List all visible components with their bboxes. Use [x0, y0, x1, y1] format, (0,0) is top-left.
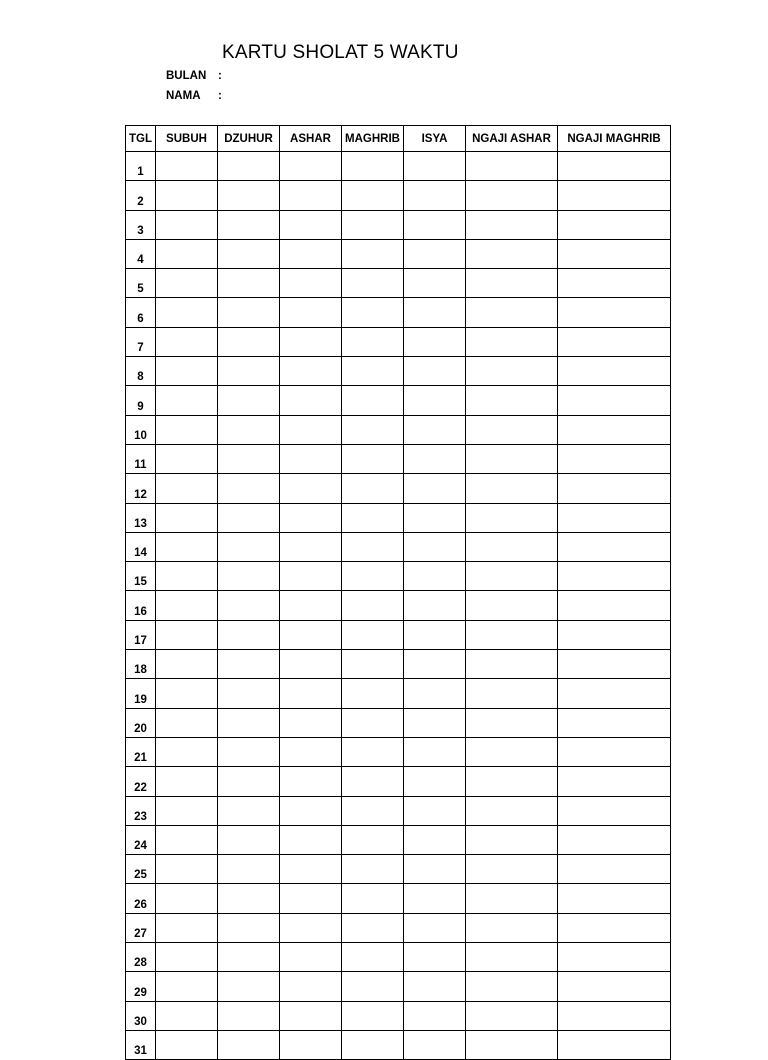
record-cell — [466, 972, 558, 1001]
record-cell — [156, 152, 218, 181]
record-cell — [218, 298, 280, 327]
record-cell — [466, 1001, 558, 1030]
record-cell — [466, 181, 558, 210]
record-cell — [156, 825, 218, 854]
bulan-field — [166, 70, 222, 82]
record-cell — [466, 444, 558, 473]
date-cell: 7 — [126, 327, 156, 356]
record-cell — [466, 679, 558, 708]
table-row — [126, 855, 671, 884]
prayer-record-table — [125, 125, 671, 1060]
date-cell: 2 — [126, 181, 156, 210]
record-cell — [218, 210, 280, 239]
record-cell — [558, 386, 671, 415]
record-cell — [466, 620, 558, 649]
record-cell — [404, 620, 466, 649]
date-cell: 26 — [126, 884, 156, 913]
record-cell — [280, 737, 342, 766]
table-header — [126, 126, 671, 152]
record-cell — [156, 474, 218, 503]
date-cell: 24 — [126, 825, 156, 854]
record-cell — [218, 650, 280, 679]
table-row — [126, 239, 671, 268]
record-cell — [342, 884, 404, 913]
date-cell: 5 — [126, 269, 156, 298]
record-cell — [404, 532, 466, 561]
record-cell — [156, 210, 218, 239]
record-cell — [466, 855, 558, 884]
record-cell — [156, 327, 218, 356]
table-row — [126, 620, 671, 649]
table-row — [126, 650, 671, 679]
record-cell — [558, 562, 671, 591]
record-cell — [466, 532, 558, 561]
record-cell — [558, 181, 671, 210]
record-cell — [156, 269, 218, 298]
bulan-label: BULAN — [166, 70, 207, 82]
record-cell — [558, 444, 671, 473]
record-cell — [156, 708, 218, 737]
record-cell — [342, 298, 404, 327]
record-cell — [218, 357, 280, 386]
record-cell — [156, 913, 218, 942]
record-cell — [280, 913, 342, 942]
record-cell — [404, 386, 466, 415]
record-cell — [156, 415, 218, 444]
record-cell — [218, 181, 280, 210]
record-cell — [218, 767, 280, 796]
record-cell — [218, 562, 280, 591]
record-cell — [218, 503, 280, 532]
date-cell: 15 — [126, 562, 156, 591]
table-row — [126, 181, 671, 210]
record-cell — [558, 298, 671, 327]
record-cell — [466, 767, 558, 796]
table-row — [126, 591, 671, 620]
record-cell — [218, 796, 280, 825]
record-cell — [156, 972, 218, 1001]
record-cell — [156, 298, 218, 327]
date-cell: 3 — [126, 210, 156, 239]
record-cell — [280, 210, 342, 239]
date-cell: 27 — [126, 913, 156, 942]
record-cell — [218, 269, 280, 298]
record-cell — [280, 708, 342, 737]
record-cell — [466, 357, 558, 386]
record-cell — [342, 650, 404, 679]
date-cell: 8 — [126, 357, 156, 386]
record-cell — [156, 503, 218, 532]
table-row — [126, 298, 671, 327]
record-cell — [280, 269, 342, 298]
record-cell — [404, 913, 466, 942]
record-cell — [342, 913, 404, 942]
record-cell — [156, 679, 218, 708]
record-cell — [156, 181, 218, 210]
record-cell — [466, 327, 558, 356]
record-cell — [156, 767, 218, 796]
record-cell — [466, 708, 558, 737]
record-cell — [342, 855, 404, 884]
date-cell: 30 — [126, 1001, 156, 1030]
date-cell: 29 — [126, 972, 156, 1001]
record-cell — [342, 1001, 404, 1030]
table-row — [126, 972, 671, 1001]
date-cell: 20 — [126, 708, 156, 737]
record-cell — [558, 943, 671, 972]
record-cell — [404, 415, 466, 444]
record-cell — [280, 855, 342, 884]
table-row — [126, 444, 671, 473]
record-cell — [342, 767, 404, 796]
record-cell — [558, 884, 671, 913]
date-cell: 21 — [126, 737, 156, 766]
record-cell — [156, 239, 218, 268]
column-header: TGL — [126, 126, 156, 152]
nama-label: NAMA — [166, 90, 201, 102]
record-cell — [342, 679, 404, 708]
date-cell: 16 — [126, 591, 156, 620]
record-cell — [218, 474, 280, 503]
record-cell — [558, 415, 671, 444]
record-cell — [342, 591, 404, 620]
date-cell: 25 — [126, 855, 156, 884]
date-cell: 4 — [126, 239, 156, 268]
record-cell — [156, 357, 218, 386]
table-row — [126, 210, 671, 239]
record-cell — [404, 796, 466, 825]
record-cell — [404, 708, 466, 737]
table-row — [126, 708, 671, 737]
record-cell — [156, 444, 218, 473]
record-cell — [342, 474, 404, 503]
record-cell — [342, 620, 404, 649]
record-cell — [404, 884, 466, 913]
record-cell — [558, 679, 671, 708]
record-cell — [466, 298, 558, 327]
record-cell — [156, 386, 218, 415]
record-cell — [404, 181, 466, 210]
record-cell — [342, 562, 404, 591]
column-header: SUBUH — [156, 126, 218, 152]
table-row — [126, 503, 671, 532]
record-cell — [280, 444, 342, 473]
record-cell — [342, 239, 404, 268]
record-cell — [466, 415, 558, 444]
bulan-separator: : — [218, 70, 222, 82]
record-cell — [218, 1001, 280, 1030]
record-cell — [280, 943, 342, 972]
date-cell: 10 — [126, 415, 156, 444]
record-cell — [218, 239, 280, 268]
record-cell — [404, 855, 466, 884]
record-cell — [280, 767, 342, 796]
date-cell: 6 — [126, 298, 156, 327]
record-cell — [558, 825, 671, 854]
record-cell — [466, 796, 558, 825]
date-cell: 11 — [126, 444, 156, 473]
record-cell — [218, 825, 280, 854]
table-row — [126, 737, 671, 766]
record-cell — [218, 444, 280, 473]
date-cell: 17 — [126, 620, 156, 649]
record-cell — [156, 796, 218, 825]
record-cell — [342, 415, 404, 444]
record-cell — [558, 767, 671, 796]
record-cell — [466, 386, 558, 415]
record-cell — [218, 855, 280, 884]
date-cell: 1 — [126, 152, 156, 181]
record-cell — [466, 884, 558, 913]
record-cell — [466, 825, 558, 854]
record-cell — [404, 767, 466, 796]
record-cell — [404, 444, 466, 473]
record-cell — [466, 650, 558, 679]
table-row — [126, 679, 671, 708]
record-cell — [466, 269, 558, 298]
record-cell — [218, 972, 280, 1001]
table-row — [126, 884, 671, 913]
record-cell — [404, 1001, 466, 1030]
record-cell — [218, 884, 280, 913]
table-row — [126, 327, 671, 356]
table-row — [126, 152, 671, 181]
record-cell — [558, 327, 671, 356]
record-cell — [342, 796, 404, 825]
record-cell — [404, 679, 466, 708]
record-cell — [156, 562, 218, 591]
table-row — [126, 825, 671, 854]
record-cell — [558, 650, 671, 679]
record-cell — [466, 1030, 558, 1059]
record-cell — [404, 503, 466, 532]
record-cell — [466, 474, 558, 503]
column-header: DZUHUR — [218, 126, 280, 152]
table-row — [126, 532, 671, 561]
record-cell — [404, 591, 466, 620]
record-cell — [280, 796, 342, 825]
record-cell — [156, 620, 218, 649]
table-row — [126, 913, 671, 942]
record-cell — [466, 239, 558, 268]
record-cell — [466, 152, 558, 181]
record-cell — [404, 298, 466, 327]
nama-field — [166, 90, 222, 102]
date-cell: 13 — [126, 503, 156, 532]
record-cell — [218, 152, 280, 181]
record-cell — [280, 825, 342, 854]
date-cell: 12 — [126, 474, 156, 503]
record-cell — [218, 620, 280, 649]
record-cell — [404, 357, 466, 386]
column-header: NGAJI MAGHRIB — [558, 126, 671, 152]
record-cell — [156, 884, 218, 913]
record-cell — [218, 679, 280, 708]
record-cell — [156, 737, 218, 766]
record-cell — [218, 1030, 280, 1059]
record-cell — [342, 181, 404, 210]
record-cell — [404, 943, 466, 972]
record-cell — [342, 972, 404, 1001]
record-cell — [404, 269, 466, 298]
date-cell: 23 — [126, 796, 156, 825]
table-row — [126, 1001, 671, 1030]
record-cell — [156, 591, 218, 620]
record-cell — [280, 152, 342, 181]
column-header: NGAJI ASHAR — [466, 126, 558, 152]
record-cell — [558, 532, 671, 561]
table-row — [126, 1030, 671, 1059]
table-row — [126, 386, 671, 415]
record-cell — [558, 972, 671, 1001]
record-cell — [342, 943, 404, 972]
record-cell — [280, 181, 342, 210]
record-cell — [218, 708, 280, 737]
record-cell — [156, 650, 218, 679]
date-cell: 31 — [126, 1030, 156, 1059]
record-cell — [404, 1030, 466, 1059]
record-cell — [558, 913, 671, 942]
record-cell — [342, 386, 404, 415]
date-cell: 28 — [126, 943, 156, 972]
record-cell — [342, 327, 404, 356]
record-cell — [558, 357, 671, 386]
record-cell — [280, 884, 342, 913]
record-cell — [280, 298, 342, 327]
record-cell — [342, 737, 404, 766]
record-cell — [404, 327, 466, 356]
record-cell — [218, 913, 280, 942]
record-cell — [404, 737, 466, 766]
record-cell — [404, 239, 466, 268]
record-cell — [156, 1030, 218, 1059]
date-cell: 18 — [126, 650, 156, 679]
record-cell — [156, 943, 218, 972]
record-cell — [218, 386, 280, 415]
record-cell — [280, 503, 342, 532]
record-cell — [404, 210, 466, 239]
record-cell — [342, 1030, 404, 1059]
date-cell: 14 — [126, 532, 156, 561]
record-cell — [218, 415, 280, 444]
record-cell — [280, 972, 342, 1001]
record-cell — [156, 1001, 218, 1030]
record-cell — [218, 737, 280, 766]
record-cell — [404, 825, 466, 854]
record-cell — [466, 562, 558, 591]
record-cell — [280, 1030, 342, 1059]
record-cell — [342, 210, 404, 239]
record-cell — [280, 532, 342, 561]
table-row — [126, 474, 671, 503]
record-cell — [280, 679, 342, 708]
record-cell — [280, 1001, 342, 1030]
record-cell — [404, 474, 466, 503]
record-cell — [218, 591, 280, 620]
record-cell — [218, 327, 280, 356]
record-cell — [558, 737, 671, 766]
record-cell — [280, 562, 342, 591]
record-cell — [280, 474, 342, 503]
nama-separator: : — [218, 90, 222, 102]
record-cell — [280, 620, 342, 649]
record-cell — [404, 972, 466, 1001]
record-cell — [558, 1030, 671, 1059]
record-cell — [558, 503, 671, 532]
record-cell — [342, 825, 404, 854]
record-cell — [466, 737, 558, 766]
record-cell — [466, 591, 558, 620]
record-cell — [156, 532, 218, 561]
record-cell — [280, 650, 342, 679]
record-cell — [342, 532, 404, 561]
record-cell — [218, 532, 280, 561]
record-cell — [280, 357, 342, 386]
record-cell — [218, 943, 280, 972]
column-header: ASHAR — [280, 126, 342, 152]
record-cell — [342, 503, 404, 532]
record-cell — [558, 474, 671, 503]
table-body — [126, 152, 671, 1060]
record-cell — [466, 913, 558, 942]
table-row — [126, 767, 671, 796]
table-row — [126, 269, 671, 298]
record-cell — [558, 620, 671, 649]
record-cell — [156, 855, 218, 884]
record-cell — [280, 415, 342, 444]
date-cell: 9 — [126, 386, 156, 415]
date-cell: 19 — [126, 679, 156, 708]
record-cell — [404, 650, 466, 679]
record-cell — [342, 357, 404, 386]
record-cell — [280, 591, 342, 620]
record-cell — [558, 796, 671, 825]
header-row — [126, 126, 671, 152]
record-cell — [280, 327, 342, 356]
column-header: ISYA — [404, 126, 466, 152]
table-row — [126, 562, 671, 591]
record-cell — [280, 239, 342, 268]
record-cell — [558, 269, 671, 298]
record-cell — [558, 708, 671, 737]
record-cell — [558, 1001, 671, 1030]
record-cell — [558, 239, 671, 268]
record-cell — [466, 210, 558, 239]
record-cell — [558, 210, 671, 239]
record-cell — [404, 152, 466, 181]
record-cell — [558, 855, 671, 884]
record-cell — [404, 562, 466, 591]
table-row — [126, 796, 671, 825]
record-cell — [280, 386, 342, 415]
table-row — [126, 357, 671, 386]
record-cell — [466, 503, 558, 532]
record-cell — [466, 943, 558, 972]
page-title: KARTU SHOLAT 5 WAKTU — [222, 42, 459, 63]
record-cell — [558, 152, 671, 181]
date-cell: 22 — [126, 767, 156, 796]
record-cell — [558, 591, 671, 620]
record-cell — [342, 269, 404, 298]
record-cell — [342, 708, 404, 737]
table-row — [126, 943, 671, 972]
record-cell — [342, 444, 404, 473]
table-row — [126, 415, 671, 444]
column-header: MAGHRIB — [342, 126, 404, 152]
record-cell — [342, 152, 404, 181]
